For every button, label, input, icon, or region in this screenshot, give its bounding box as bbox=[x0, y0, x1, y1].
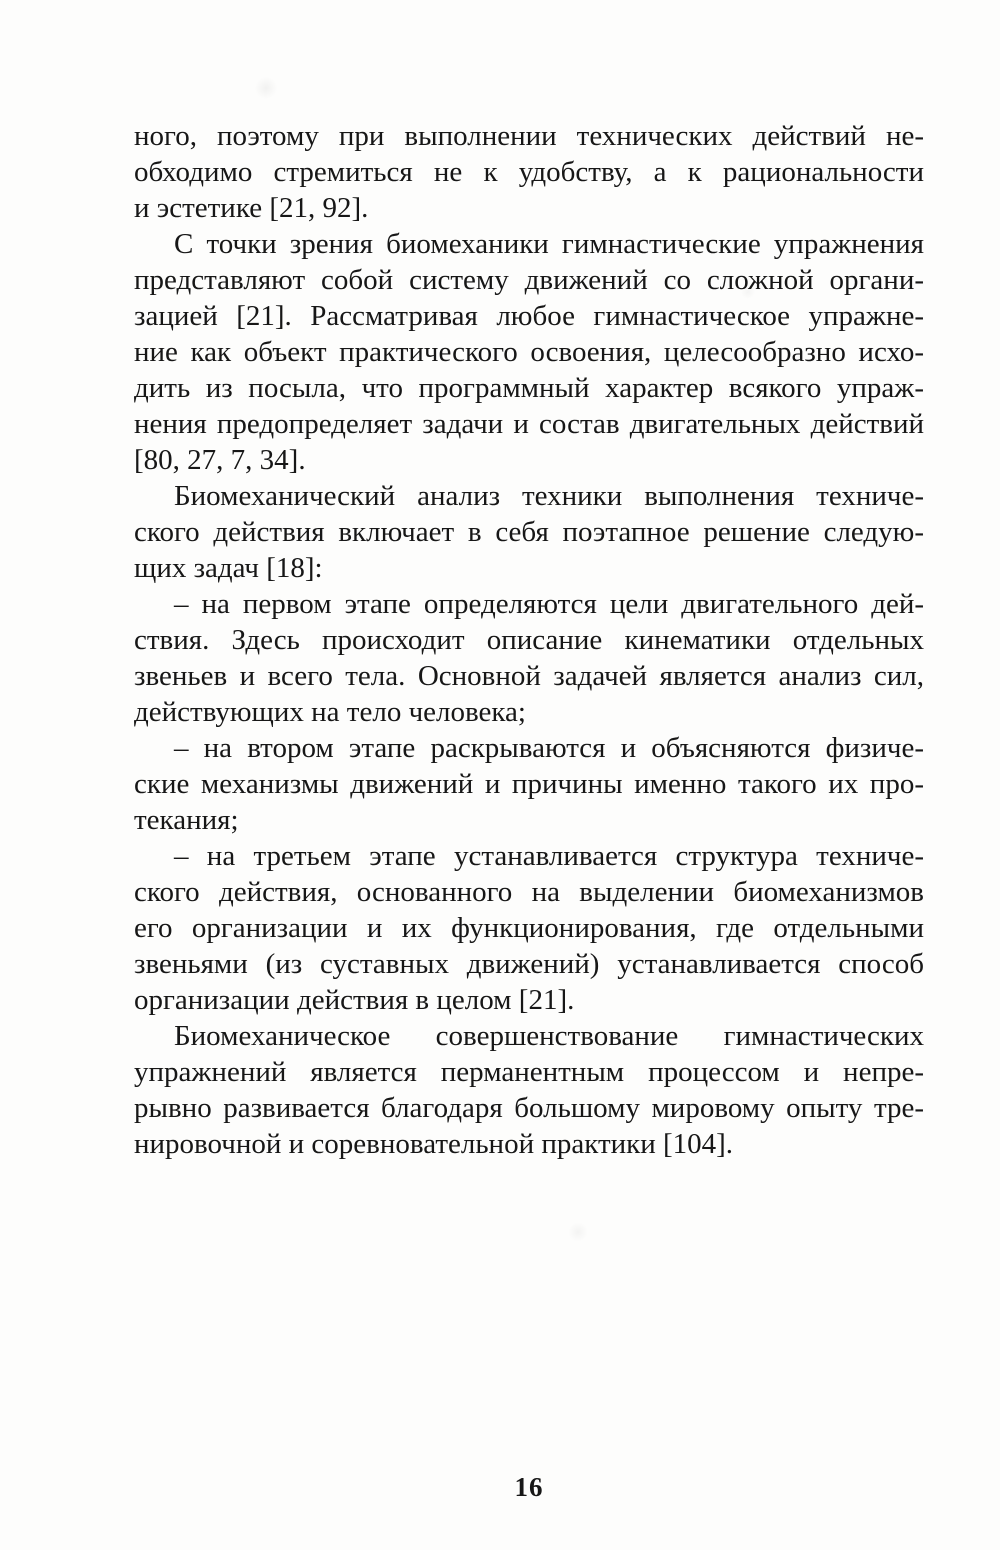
text-line: звеньями (из суставных движений) устанавливается способ bbox=[134, 948, 924, 980]
text-line: щих задач [18]: bbox=[134, 552, 323, 584]
text-line: рывно развивается благодаря большому мировому опыту тре- bbox=[134, 1092, 924, 1124]
paragraph bbox=[134, 1018, 924, 1162]
paragraph bbox=[134, 478, 924, 586]
paragraph bbox=[134, 586, 924, 730]
text-line: текания; bbox=[134, 804, 239, 836]
text-line: ского действия, основанного на выделении биомеханизмов bbox=[134, 876, 924, 908]
text-line: – на первом этапе определяются цели двигательного дей- bbox=[174, 588, 924, 620]
paragraph bbox=[134, 226, 924, 478]
text-line: ние как объект практического освоения, целесообразно исхо- bbox=[134, 336, 924, 368]
text-line: ские механизмы движений и причины именно такого их про- bbox=[134, 768, 924, 800]
text-line: – на третьем этапе устанавливается структура техниче- bbox=[174, 840, 924, 872]
paragraph bbox=[134, 118, 924, 226]
text-line: [80, 27, 7, 34]. bbox=[134, 444, 306, 476]
page-text bbox=[134, 118, 924, 1162]
text-line: организации действия в целом [21]. bbox=[134, 984, 575, 1016]
paragraph bbox=[134, 730, 924, 838]
text-line: С точки зрения биомеханики гимнастические упражнения bbox=[174, 228, 924, 260]
text-line: его организации и их функционирования, где отдельными bbox=[134, 912, 924, 944]
text-line: нения предопределяет задачи и состав двигательных действий bbox=[134, 408, 924, 440]
text-line: ского действия включает в себя поэтапное решение следую- bbox=[134, 516, 924, 548]
text-line: обходимо стремиться не к удобству, а к рациональности bbox=[134, 156, 924, 188]
text-line: Биомеханическое совершенствование гимнастических bbox=[174, 1020, 924, 1052]
text-line: Биомеханический анализ техники выполнения техниче- bbox=[174, 480, 924, 512]
text-line: и эстетике [21, 92]. bbox=[134, 192, 369, 224]
text-line: – на втором этапе раскрываются и объясняются физиче- bbox=[174, 732, 924, 764]
text-line: упражнений является перманентным процессом и непре- bbox=[134, 1056, 924, 1088]
paragraph bbox=[134, 838, 924, 1018]
text-line: нировочной и соревновательной практики [104]. bbox=[134, 1128, 734, 1160]
text-line: действующих на тело человека; bbox=[134, 696, 526, 728]
page-number: 16 bbox=[514, 1472, 544, 1502]
text-line: дить из посыла, что программный характер всякого упраж- bbox=[134, 372, 924, 404]
text-line: звеньев и всего тела. Основной задачей является анализ сил, bbox=[134, 660, 924, 692]
text-line: представляют собой систему движений со сложной органи- bbox=[134, 264, 924, 296]
text-line: ного, поэтому при выполнении технических действий не- bbox=[134, 120, 924, 152]
text-line: ствия. Здесь происходит описание кинематики отдельных bbox=[134, 624, 924, 656]
text-line: зацией [21]. Рассматривая любое гимнастическое упражне- bbox=[134, 300, 924, 332]
